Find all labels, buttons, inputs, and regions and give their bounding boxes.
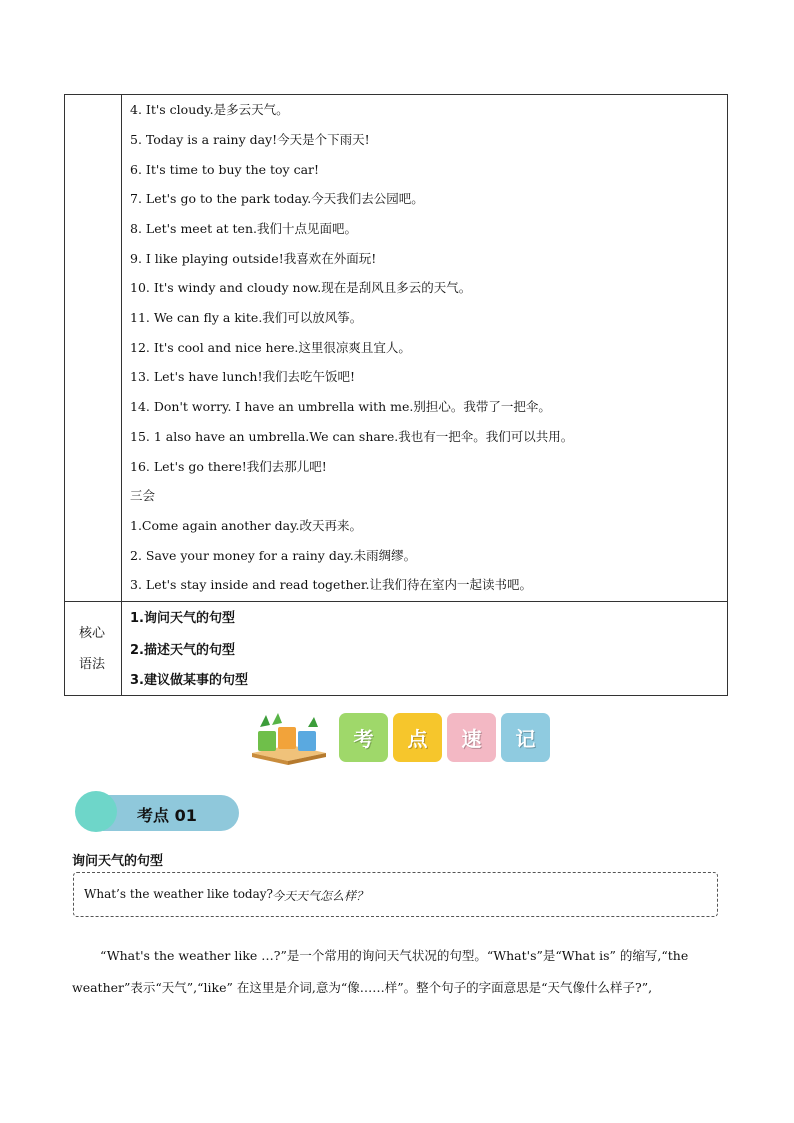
sentence-line: 1.Come again another day.改天再来。	[130, 518, 362, 533]
section-label: 考点 01	[137, 806, 197, 825]
sentence-line: 4. It's cloudy.是多云天气。	[130, 102, 289, 117]
side-label-grammar: 语法	[78, 657, 105, 672]
sentence-line: 16. Let's go there!我们去那儿吧!	[130, 459, 327, 474]
paragraph-line: weather”表示“天气”,“like” 在这里是介词,意为“像……样”。整个句子的字面意思是“天气像什么样子?”,	[72, 980, 653, 995]
sentence-line: 8. Let's meet at ten.我们十点见面吧。	[130, 221, 357, 236]
table-column-divider	[121, 95, 122, 695]
badge-circle	[75, 791, 117, 832]
example-box	[73, 872, 718, 917]
banner-tile-kao: 考	[339, 713, 388, 762]
paragraph-line: “What's the weather like …?”是一个常用的询问天气状况的句型。“What's”是“What is” 的缩写,“the	[100, 948, 689, 963]
table-row-divider	[65, 601, 727, 602]
sentence-line: 13. Let's have lunch!我们去吃午饭吧!	[130, 369, 356, 384]
sentence-line: 9. I like playing outside!我喜欢在外面玩!	[130, 251, 377, 266]
content-table	[64, 94, 728, 696]
grammar-item: 3.建议做某事的句型	[130, 673, 248, 688]
sentence-line: 12. It's cool and nice here.这里很凉爽且宜人。	[130, 340, 411, 355]
sentence-line: 11. We can fly a kite.我们可以放风筝。	[130, 310, 363, 325]
sentence-line: 14. Don't worry. I have an umbrella with me.别担心。我带了一把伞。	[130, 399, 551, 414]
banner-tile-su: 速	[447, 713, 496, 762]
section-title: 询问天气的句型	[72, 854, 164, 869]
grammar-item: 2.描述天气的句型	[130, 643, 235, 658]
example-english: What’s the weather like today?	[84, 887, 273, 901]
sentence-line: 6. It's time to buy the toy car!	[130, 162, 320, 177]
sentence-line: 15. 1 also have an umbrella.We can share.我也有一把伞。我们可以共用。	[130, 429, 574, 444]
example-chinese: 今天天气怎么样？	[272, 889, 369, 903]
section-label-badge	[75, 791, 239, 832]
sentence-line: 7. Let's go to the park today.今天我们去公园吧。	[130, 191, 424, 206]
sentence-line: 三会	[130, 488, 156, 503]
banner-tile-ji: 记	[501, 713, 550, 762]
sentence-line: 10. It's windy and cloudy now.现在是刮风且多云的天气。	[130, 280, 472, 295]
side-label-core: 核心	[78, 626, 105, 641]
sentence-line: 2. Save your money for a rainy day.未雨绸缪。	[130, 548, 417, 563]
banner-tile-dian: 点	[393, 713, 442, 762]
sentence-line: 3. Let's stay inside and read together.让我们待在室内一起读书吧。	[130, 577, 532, 592]
abc-book-icon	[248, 713, 330, 765]
sentence-line: 5. Today is a rainy day!今天是个下雨天!	[130, 132, 370, 147]
grammar-item: 1.询问天气的句型	[130, 611, 235, 626]
